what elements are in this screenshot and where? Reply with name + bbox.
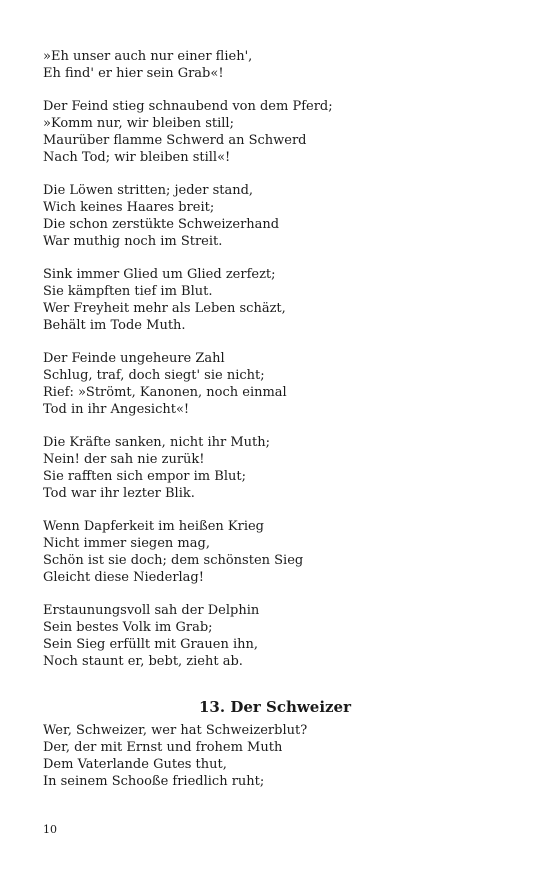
verse-line: Der, der mit Ernst und frohem Muth bbox=[43, 740, 283, 755]
verse-line: Sie rafften sich empor im Blut; bbox=[43, 469, 246, 484]
verse-line: »Eh unser auch nur einer flieh', bbox=[43, 49, 253, 64]
verse-line: Tod war ihr lezter Blik. bbox=[43, 486, 195, 501]
verse-line: Wenn Dapferkeit im heißen Krieg bbox=[43, 519, 264, 534]
poem-text bbox=[43, 48, 343, 686]
verse-line: Der Feind stieg schnaubend von dem Pferd; bbox=[43, 99, 333, 114]
stanza bbox=[43, 350, 343, 418]
verse-line: Nach Tod; wir bleiben still«! bbox=[43, 150, 231, 165]
verse-line: Rief: »Strömt, Kanonen, noch einmal bbox=[43, 385, 287, 400]
verse-line: Wer Freyheit mehr als Leben schäzt, bbox=[43, 301, 286, 316]
verse-line: Dem Vaterlande Gutes thut, bbox=[43, 757, 227, 772]
verse-line: Sein Sieg erfüllt mit Grauen ihn, bbox=[43, 637, 259, 652]
verse-line: Noch staunt er, bebt, zieht ab. bbox=[43, 654, 243, 669]
verse-line: Eh find' er hier sein Grab«! bbox=[43, 66, 224, 81]
verse-line: Nein! der sah nie zurük! bbox=[43, 452, 205, 467]
verse-line: Sie kämpften tief im Blut. bbox=[43, 284, 213, 299]
verse-line: Wich keines Haares breit; bbox=[43, 200, 215, 215]
verse-line: Die schon zerstükte Schweizerhand bbox=[43, 217, 280, 232]
page-number: 10 bbox=[43, 823, 57, 836]
verse-line: Die Löwen stritten; jeder stand, bbox=[43, 183, 254, 198]
verse-line: Der Feinde ungeheure Zahl bbox=[43, 351, 225, 366]
verse-line: Erstaunungsvoll sah der Delphin bbox=[43, 603, 260, 618]
verse-line: Tod in ihr Angesicht«! bbox=[43, 402, 190, 417]
stanza bbox=[43, 602, 343, 670]
verse-line: War muthig noch im Streit. bbox=[43, 234, 223, 249]
stanza bbox=[43, 266, 343, 334]
stanza bbox=[43, 98, 343, 166]
stanza bbox=[43, 48, 343, 82]
verse-line: Sein bestes Volk im Grab; bbox=[43, 620, 213, 635]
verse-line: Wer, Schweizer, wer hat Schweizerblut? bbox=[43, 723, 308, 738]
poem-heading: 13. Der Schweizer bbox=[199, 698, 351, 716]
verse-line: Maurüber flamme Schwerd an Schwerd bbox=[43, 133, 307, 148]
verse-line: »Komm nur, wir bleiben still; bbox=[43, 116, 234, 131]
verse-line: Schlug, traf, doch siegt' sie nicht; bbox=[43, 368, 265, 383]
verse-line: Die Kräfte sanken, nicht ihr Muth; bbox=[43, 435, 271, 450]
stanza bbox=[43, 722, 307, 790]
verse-line: Sink immer Glied um Glied zerfezt; bbox=[43, 267, 276, 282]
verse-line: Schön ist sie doch; dem schönsten Sieg bbox=[43, 553, 304, 568]
verse-line: In seinem Schooße friedlich ruht; bbox=[43, 774, 265, 789]
stanza bbox=[43, 182, 343, 250]
stanza bbox=[43, 518, 343, 586]
verse-line: Nicht immer siegen mag, bbox=[43, 536, 210, 551]
stanza bbox=[43, 434, 343, 502]
verse-line: Behält im Tode Muth. bbox=[43, 318, 186, 333]
verse-line: Gleicht diese Niederlag! bbox=[43, 570, 204, 585]
